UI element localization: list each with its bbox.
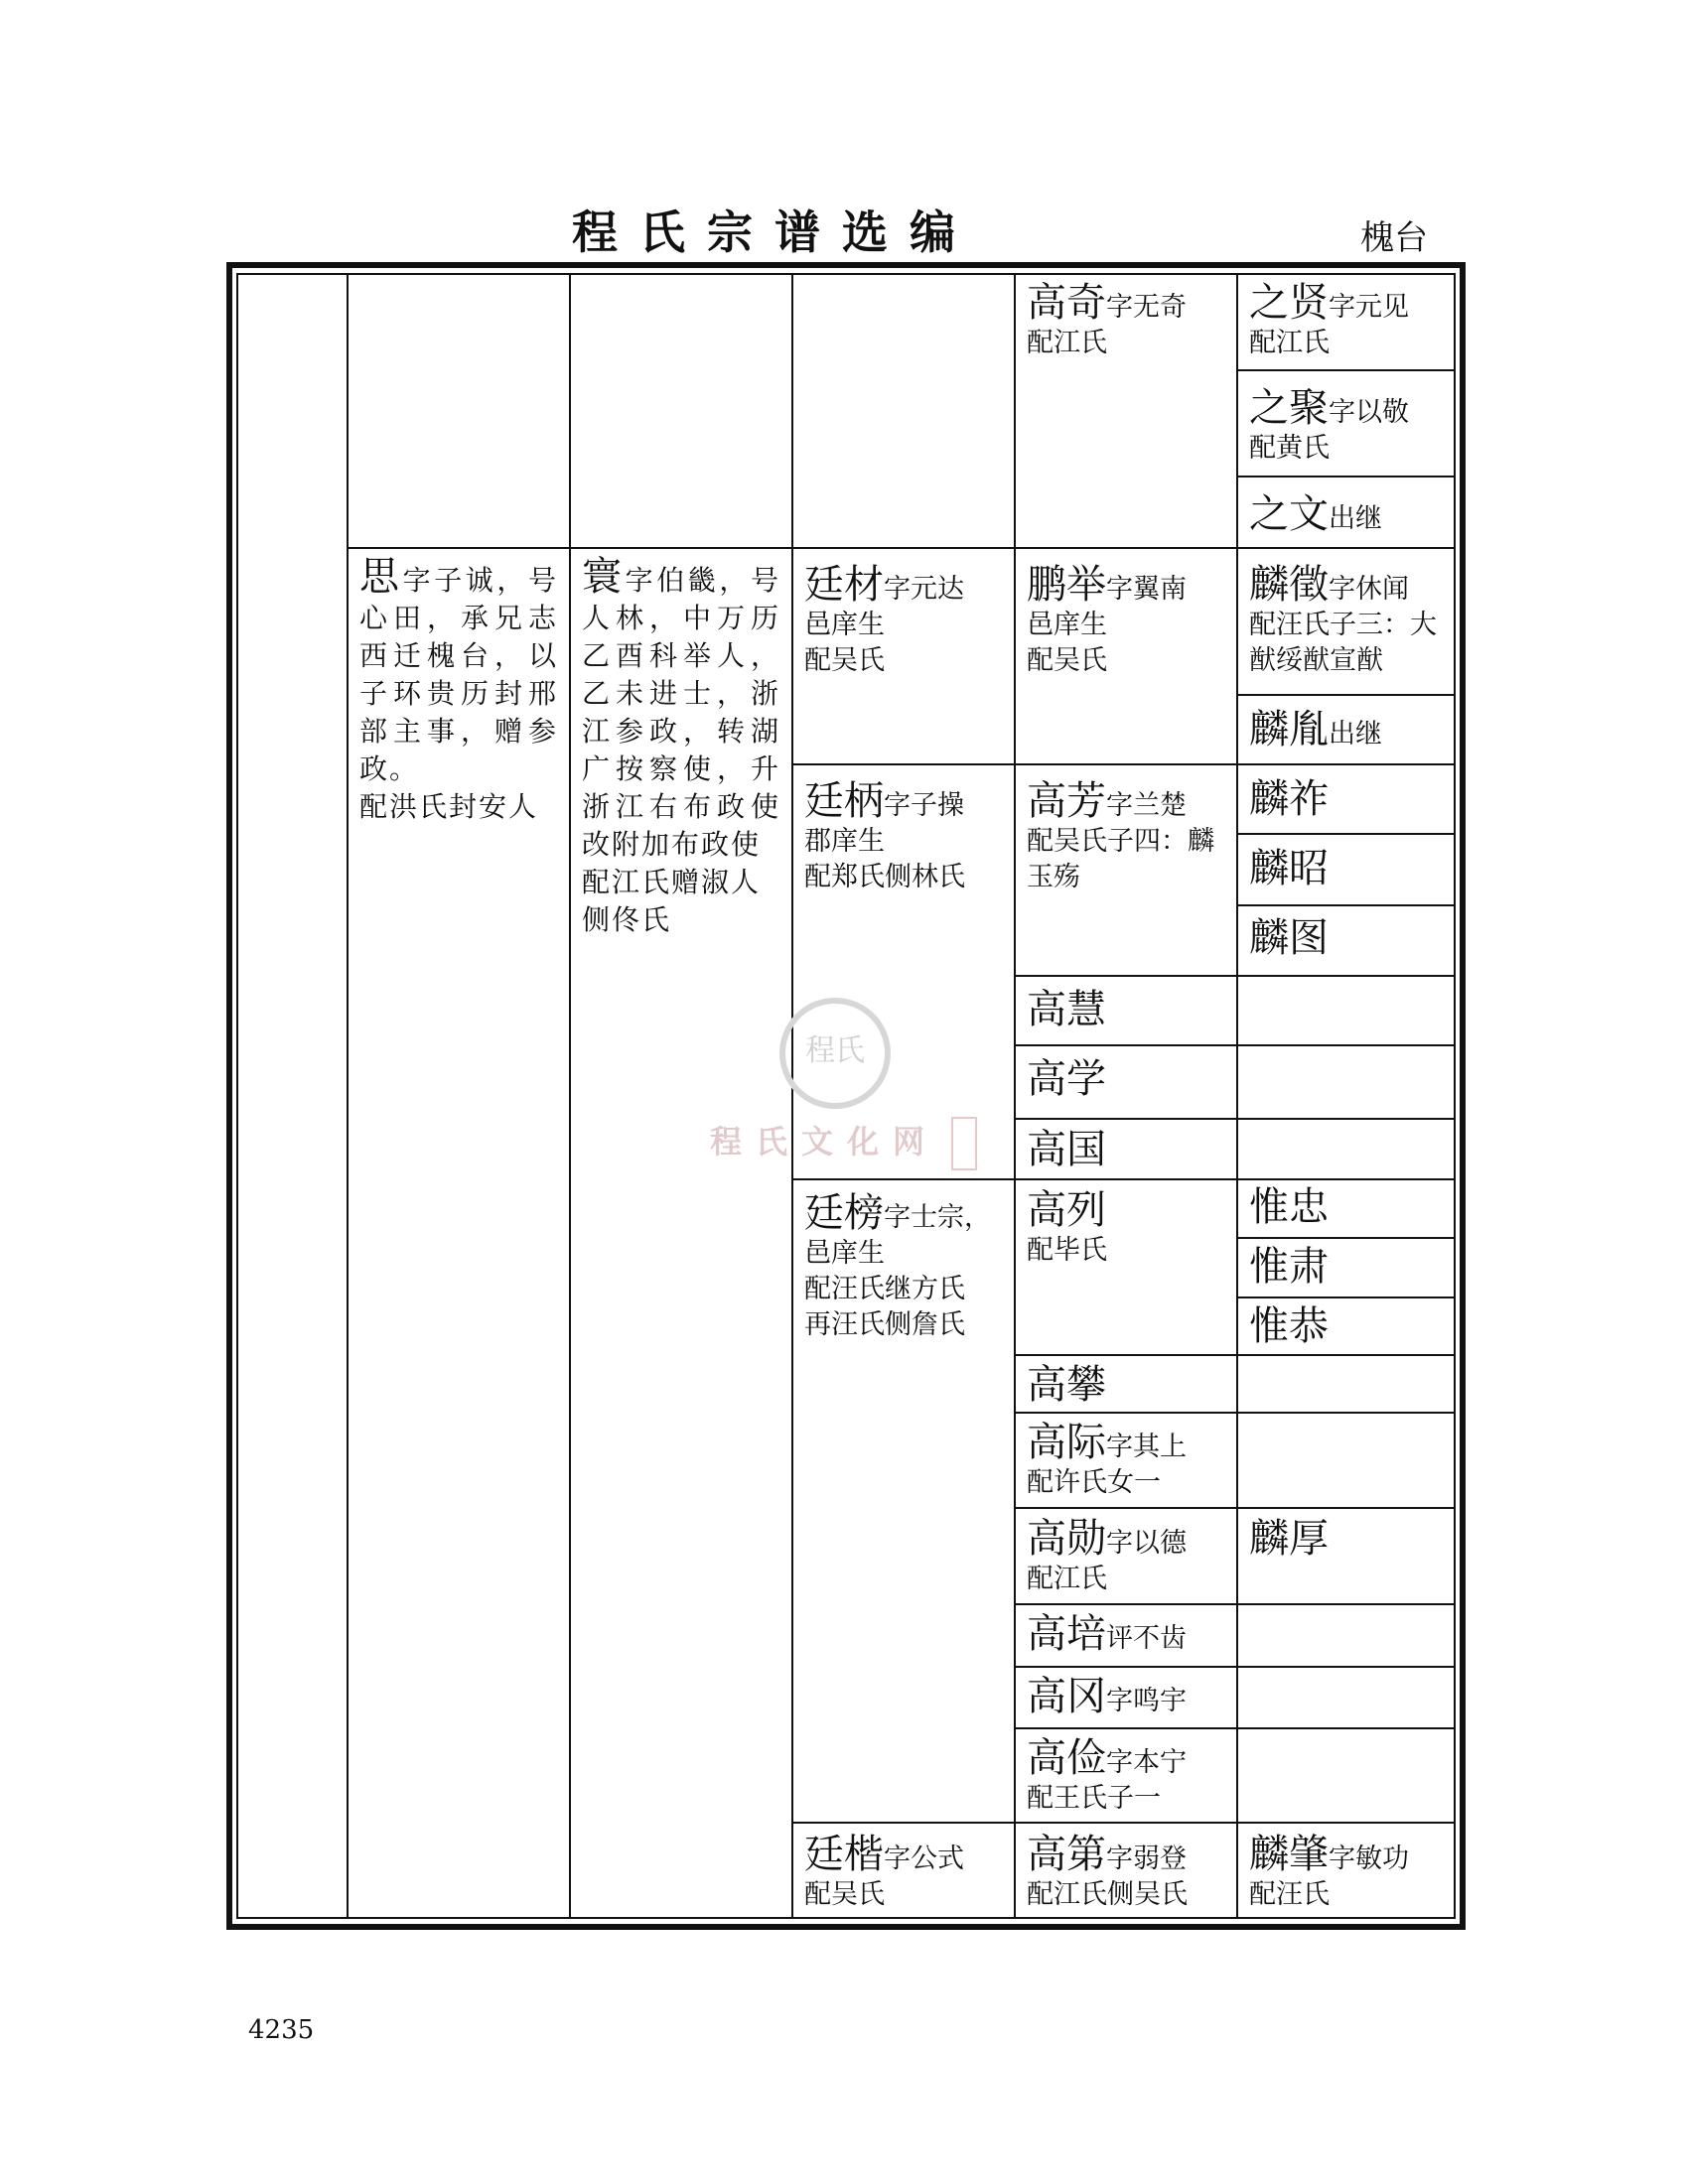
person-spouse: 配江氏赠淑人 [582, 866, 762, 898]
entry-gaodi [1027, 1832, 1230, 1913]
person-name: 麟胤 [1249, 707, 1329, 752]
person-zi: 字公式 [884, 1843, 964, 1874]
person-name: 之贤 [1249, 280, 1329, 326]
person-zi: 字本宁 [1106, 1747, 1187, 1778]
row-divider [1236, 369, 1454, 371]
row-divider [1014, 1507, 1454, 1509]
person-line: 配汪氏继方氏 [804, 1274, 965, 1304]
person-line: 再汪氏侧詹氏 [804, 1309, 965, 1340]
table-inner-bottom [236, 1917, 1456, 1919]
person-line: 邑庠生 [804, 610, 885, 640]
entry-gaojian [1027, 1735, 1230, 1817]
row-divider [1236, 1297, 1454, 1298]
place-label: 槐台 [1360, 218, 1428, 258]
entry-gaofang [1027, 778, 1230, 895]
person-zi: 字无奇 [1106, 292, 1187, 323]
person-line: 配吴氏 [804, 645, 885, 676]
entry-gaoguo: 高国 [1027, 1127, 1106, 1172]
person-line: 配黄氏 [1249, 433, 1330, 464]
person-line: 配江氏 [1249, 328, 1330, 358]
entry-weizhong: 惟忠 [1249, 1184, 1329, 1230]
person-name: 之文 [1249, 491, 1329, 537]
person-line: 玉殇 [1027, 862, 1080, 892]
person-name: 思 [359, 554, 403, 600]
column-line [1014, 274, 1016, 1918]
person-name: 麟徵 [1249, 562, 1329, 608]
entry-gaopei [1027, 1611, 1230, 1657]
person-line: 配吴氏子四：麟 [1027, 826, 1214, 857]
watermark-stamp-icon [951, 1117, 977, 1170]
person-line: 配郑氏侧林氏 [804, 862, 965, 892]
person-name: 廷榜 [804, 1190, 884, 1236]
entry-tingkai [804, 1832, 1008, 1913]
person-name: 之聚 [1249, 385, 1329, 431]
person-name: 高际 [1027, 1420, 1106, 1465]
person-line: 配毕氏 [1027, 1235, 1107, 1266]
person-line: 郡庠生 [804, 826, 885, 857]
person-line: 配汪氏 [1249, 1879, 1330, 1910]
entry-gaogang [1027, 1674, 1230, 1719]
row-divider [1014, 1044, 1454, 1046]
entry-zhixian [1249, 280, 1453, 361]
watermark-seal-icon: 程氏 [779, 998, 891, 1109]
person-name: 鹏举 [1027, 562, 1106, 608]
person-zi: 字其上 [1106, 1432, 1187, 1462]
row-divider [1014, 1412, 1454, 1414]
person-name: 高芳 [1027, 778, 1106, 824]
row-divider [1014, 1603, 1454, 1605]
person-name: 麟肇 [1249, 1832, 1329, 1877]
entry-gaoji [1027, 1420, 1230, 1501]
column-line [791, 274, 793, 1918]
person-name: 廷材 [804, 562, 884, 608]
person-zi: 字元达 [884, 574, 964, 605]
row-divider [347, 547, 1454, 549]
page-title: 程氏宗谱选编 [572, 205, 977, 259]
person-name: 寰 [582, 554, 626, 600]
entry-zhiju [1249, 385, 1453, 467]
person-line: 配吴氏 [1027, 645, 1107, 676]
person-name: 廷楷 [804, 1832, 884, 1877]
entry-huan [582, 554, 780, 939]
person-name: 高奇 [1027, 280, 1106, 326]
table-inner-top [236, 273, 1456, 275]
person-name: 高俭 [1027, 1735, 1106, 1781]
person-name: 高培 [1027, 1611, 1106, 1657]
person-line: 配江氏 [1027, 328, 1107, 358]
row-divider [1014, 1354, 1454, 1356]
person-zi: 出继 [1329, 719, 1382, 750]
person-zi: 字翼南 [1106, 574, 1187, 605]
row-divider [1014, 975, 1454, 977]
person-line: 配王氏子一 [1027, 1783, 1161, 1814]
watermark-text: 程氏文化网 [710, 1123, 939, 1160]
row-divider [1014, 1666, 1454, 1668]
person-zi: 字元见 [1329, 292, 1409, 323]
person-concubine: 侧佟氏 [582, 903, 672, 936]
person-zi: 字兰楚 [1106, 790, 1187, 821]
person-zi: 出继 [1329, 503, 1382, 534]
person-zi: 字以敬 [1329, 397, 1409, 428]
row-divider [1014, 1118, 1454, 1120]
row-divider [791, 1178, 1454, 1180]
entry-gaohui: 高慧 [1027, 987, 1106, 1032]
entry-weisu: 惟肃 [1249, 1244, 1329, 1290]
row-divider [1236, 833, 1454, 835]
entry-si [359, 554, 558, 826]
person-zi: 评不齿 [1106, 1623, 1187, 1654]
person-zi: 字休闻 [1329, 574, 1409, 605]
column-line [1454, 274, 1456, 1918]
entry-tingcai [804, 562, 1008, 679]
row-divider [1236, 694, 1454, 696]
person-name: 高勋 [1027, 1516, 1106, 1562]
page-number: 4235 [248, 2015, 315, 2045]
entry-gaoqi [1027, 280, 1230, 361]
entry-linyin [1249, 707, 1453, 752]
person-name: 廷柄 [804, 778, 884, 824]
person-zi: 字士宗， [884, 1202, 991, 1233]
entry-tingbing [804, 778, 1008, 895]
entry-gaopan: 高攀 [1027, 1362, 1106, 1408]
entry-weigong: 惟恭 [1249, 1303, 1329, 1349]
row-divider [1236, 1237, 1454, 1239]
person-name: 高第 [1027, 1832, 1106, 1877]
column-line [236, 274, 238, 1918]
entry-gaoxue: 高学 [1027, 1056, 1106, 1102]
row-divider [791, 1822, 1454, 1824]
entry-linzhao: 麟昭 [1249, 846, 1329, 891]
person-line: 配江氏 [1027, 1564, 1107, 1594]
person-zi: 字子操 [884, 790, 964, 821]
person-zi: 字弱登 [1106, 1843, 1187, 1874]
person-line: 邑庠生 [1027, 610, 1107, 640]
person-line: 配汪氏子三：大 [1249, 610, 1437, 640]
person-line: 配江氏侧吴氏 [1027, 1879, 1188, 1910]
row-divider [791, 763, 1454, 765]
entry-linzuo: 麟祚 [1249, 776, 1329, 822]
row-divider [1236, 904, 1454, 906]
entry-zhiwen [1249, 491, 1453, 537]
column-line [569, 274, 571, 1918]
column-line [347, 274, 349, 1918]
person-name: 高冈 [1027, 1674, 1106, 1719]
person-name: 高列 [1027, 1187, 1106, 1233]
column-line [1236, 274, 1238, 1918]
entry-linhou: 麟厚 [1249, 1516, 1329, 1562]
entry-lintu: 麟图 [1249, 915, 1329, 961]
entry-gaoxun [1027, 1516, 1230, 1597]
person-note: 字子诚，号心田，承兄志西迁槐台，以子环贵历封邢部主事，赠参政。 [359, 564, 558, 785]
entry-tingbang [804, 1190, 1008, 1343]
person-spouse: 配洪氏封安人 [359, 790, 539, 823]
entry-gaolie [1027, 1187, 1230, 1269]
person-line: 配吴氏 [804, 1879, 885, 1910]
entry-pengju [1027, 562, 1230, 679]
person-note: 字伯畿，号人林，中万历乙酉科举人，乙未进士，浙江参政，转湖广按察使，升浙江右布政使改附加布政使 [582, 564, 780, 861]
entry-linzhao2 [1249, 1832, 1453, 1913]
person-line: 邑庠生 [804, 1238, 885, 1269]
row-divider [1014, 1727, 1454, 1729]
person-line: 配许氏女一 [1027, 1467, 1161, 1498]
person-zi: 字以德 [1106, 1528, 1187, 1559]
person-zi: 字鸣宇 [1106, 1686, 1187, 1716]
row-divider [1236, 476, 1454, 478]
entry-linhui [1249, 562, 1453, 679]
person-zi: 字敏功 [1329, 1843, 1409, 1874]
person-line: 猷绥猷宣猷 [1249, 645, 1383, 676]
